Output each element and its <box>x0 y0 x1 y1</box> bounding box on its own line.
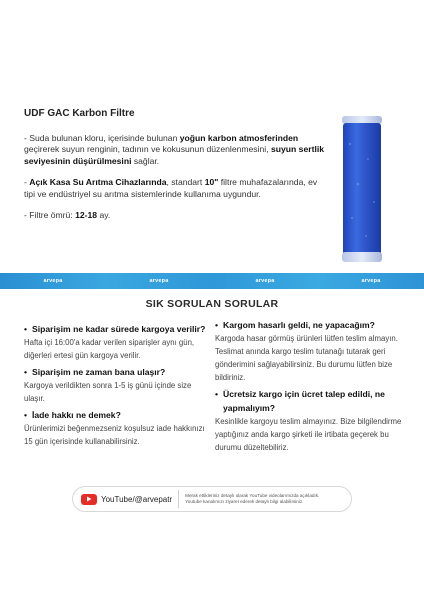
faq-answer: Ürünlerimizi beğenmezseniz koşulsuz iade hakkınızı 15 gün içerisinde kullanabilirsiniz. <box>24 424 205 446</box>
faq-answer: Kesinlikle kargoyu teslim almayınız. Bize bilgilendirme yaptığınız anda kargo şirketi ile irtibata geçerek bu durumu düzeltebiliriz. <box>215 417 402 452</box>
bullet-icon: • <box>215 320 219 330</box>
body-text: geçirerek suyun renginin, tadının ve kokusunun düzenlenmesini, <box>24 144 271 155</box>
faq-right-column <box>215 318 407 457</box>
body-text: - <box>24 177 30 188</box>
faq-question-text: Siparişim ne kadar sürede kargoya verilir? <box>32 324 206 334</box>
body-text: filtre muhafazalarında, ev tipi ve endüstriyel su arıtma sistemlerinde kullanıma uygundur. <box>24 177 318 199</box>
faq-question-text: Siparişim ne zaman bana ulaşır? <box>32 367 166 377</box>
youtube-banner[interactable] <box>72 486 352 512</box>
faq-left-column <box>24 322 214 451</box>
filter-cartridge-image <box>338 114 386 264</box>
emphasis-text: yoğun karbon atmosferinden <box>179 133 299 143</box>
brand-strip-label: arvepa <box>0 273 106 289</box>
faq-question-text: İade hakkı ne demek? <box>32 410 121 420</box>
faq-question <box>24 322 214 336</box>
faq-question <box>24 408 214 422</box>
emphasis-text: 12-18 <box>75 210 98 221</box>
product-paragraph-1 <box>24 133 324 167</box>
youtube-handle[interactable]: YouTube/@arvepatr <box>101 494 173 504</box>
youtube-icon <box>81 494 97 505</box>
faq-answer: Kargoda hasar görmüş ürünleri lütfen teslim almayın. Teslimat anında kargo teslim tutanağı tutarak geri gönderimini sağlayabilirsiniz. Bu durumu lütfen bize bildiriniz. <box>215 334 398 382</box>
youtube-note-line: Youtube kanalımızı ziyaret ederek detaylı bilgi alabilirsiniz. <box>185 499 304 504</box>
faq-answer: Kargoya verildikten sonra 1-5 iş günü içinde size ulaşır. <box>24 381 192 403</box>
emphasis-text: suyun sertlik seviyesinin düşürülmesini <box>24 144 324 166</box>
filter-cartridge-icon <box>338 114 386 264</box>
brand-strip <box>0 273 424 289</box>
body-text: , standart <box>166 177 205 188</box>
faq-answer: Hafta içi 16:00'a kadar verilen siparişler aynı gün, diğerleri ertesi gün kargoya verilir. <box>24 338 195 360</box>
faq-question-text: Ücretsiz kargo için ücret talep edildi, ne yapmalıyım? <box>223 389 385 413</box>
bullet-icon: • <box>24 324 28 334</box>
emphasis-text: Açık Kasa Su Arıtma Cihazlarında <box>29 177 167 188</box>
youtube-note <box>185 493 319 505</box>
emphasis-text: 10" <box>204 177 219 188</box>
product-description <box>24 108 324 231</box>
faq-question-text: Kargom hasarlı geldi, ne yapacağım? <box>223 320 375 330</box>
body-text: - Filtre ömrü: <box>24 210 76 221</box>
brand-strip-label: arvepa <box>212 273 318 289</box>
brand-strip-label: arvepa <box>318 273 424 289</box>
faq-question <box>24 365 214 379</box>
product-paragraph-2 <box>24 177 324 200</box>
product-paragraph-3 <box>24 210 324 221</box>
play-icon <box>86 496 92 502</box>
product-title: UDF GAC Karbon Filtre <box>24 108 135 119</box>
body-text: ay. <box>97 210 111 221</box>
bullet-icon: • <box>24 367 28 377</box>
faq-title: SIK SORULAN SORULAR <box>145 298 279 310</box>
faq-question <box>215 387 407 415</box>
bullet-icon: • <box>215 389 219 399</box>
divider <box>178 490 179 508</box>
faq-question <box>215 318 407 332</box>
youtube-note-line: Merak ettikleriniz detaylı olarak YouTube videolarımızda açıkladık. <box>185 493 320 498</box>
brand-strip-label: arvepa <box>106 273 212 289</box>
body-text: - Suda bulunan kloru, içerisinde bulunan <box>24 133 180 143</box>
body-text: sağlar. <box>131 155 160 166</box>
bullet-icon: • <box>24 410 28 420</box>
